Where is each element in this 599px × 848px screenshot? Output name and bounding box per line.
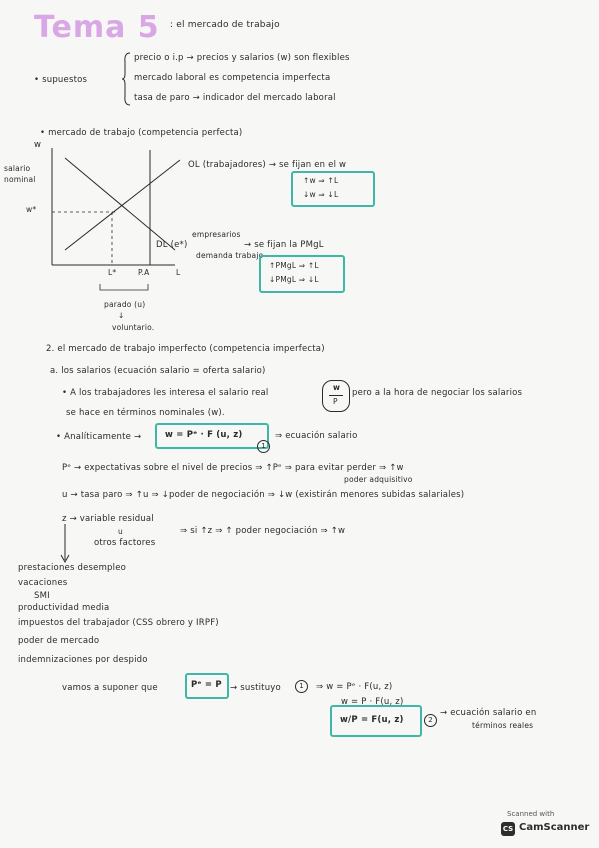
equation-box-2 <box>330 705 422 737</box>
fraction-num: w <box>333 383 341 392</box>
page-title: Tema 5 <box>34 10 160 45</box>
equation-1-label: ⇒ ecuación salario <box>275 431 358 441</box>
eq-number-badge: 2 <box>424 714 437 727</box>
eq-number-badge: 1 <box>295 680 308 693</box>
bullet-text: pero a la hora de negociar los salarios <box>352 388 523 398</box>
page-subtitle: : el mercado de trabajo <box>170 20 280 30</box>
w-star-label: w* <box>26 205 37 214</box>
equation-2: w/P = F(u, z) <box>340 715 404 725</box>
fraction-den: P <box>333 397 338 406</box>
parado-label: parado (u) <box>104 300 146 309</box>
l-star-label: L* <box>108 268 117 277</box>
badge-caption: Scanned with <box>507 810 555 818</box>
ol-box-line: ↑w ⇒ ↑L <box>303 176 339 185</box>
equation-box-1 <box>155 423 269 449</box>
dl-label: DL (e*) <box>156 240 188 250</box>
salarios-line: a. los salarios (ecuación salario = oferta salario) <box>50 366 266 376</box>
analiticamente-label: • Analíticamente → <box>56 432 142 442</box>
factor-item: indemnizaciones por despido <box>18 655 148 665</box>
ol-box <box>291 171 375 207</box>
factor-item: vacaciones <box>18 578 68 588</box>
supuesto-item: tasa de paro → indicador del mercado laboral <box>134 93 336 103</box>
eq-number-badge: 1 <box>257 440 270 453</box>
sustituyo-label: → sustituyo <box>230 683 281 693</box>
equation-1: w = Pᵉ · F (u, z) <box>165 430 243 440</box>
l-axis-label: L <box>176 268 181 277</box>
dl-arrow: → se fijan la PMgL <box>244 240 324 250</box>
bullet-text: se hace en términos nominales (w). <box>66 408 225 418</box>
dl-box <box>259 255 345 293</box>
pe-sub: poder adquisitivo <box>344 475 413 484</box>
camscanner-logo-icon: CS <box>501 822 515 836</box>
factor-item: impuestos del trabajador (CSS obrero y IRPF) <box>18 618 219 628</box>
axis-subtitle: salario nominal <box>4 164 36 184</box>
supuestos-label: • supuestos <box>34 75 88 85</box>
factor-item: poder de mercado <box>18 636 100 646</box>
arrow-down-icon: ↓ <box>118 311 125 320</box>
factor-item: SMI <box>34 591 50 601</box>
supuesto-item: mercado laboral es competencia imperfecta <box>134 73 331 83</box>
parado-bracket <box>98 282 158 302</box>
u-line: u → tasa paro ⇒ ↑u ⇒ ↓poder de negociación ⇒ ↓w (existirán menores subidas salariales) <box>62 490 465 500</box>
z-sub: u <box>118 527 123 536</box>
pe-line: Pᵉ → expectativas sobre el nivel de precios ⇒ ↑Pᵉ ⇒ para evitar perder ⇒ ↑w <box>62 463 404 473</box>
camscanner-badge <box>501 810 591 842</box>
factor-item: prestaciones desempleo <box>18 563 127 573</box>
section-2-heading: 2. el mercado de trabajo imperfecto (competencia imperfecta) <box>46 344 325 354</box>
axis-label-w: w <box>34 140 42 150</box>
badge-brand: CamScanner <box>519 822 590 833</box>
z-line: z → variable residual <box>62 514 154 524</box>
z-after: ⇒ si ↑z ⇒ ↑ poder negociación ⇒ ↑w <box>180 526 346 536</box>
z-sub-label: otros factores <box>94 538 156 548</box>
suponer-label: vamos a suponer que <box>62 683 158 693</box>
pa-label: P.A <box>138 268 150 277</box>
factor-item: productividad media <box>18 603 110 613</box>
dl-box-line: ↓PMgL ⇒ ↓L <box>269 275 319 284</box>
supuesto-item: precio o i.p → precios y salarios (w) son flexibles <box>134 53 350 63</box>
dl-sub: demanda trabajo <box>196 251 264 260</box>
equation-box-pe-p <box>185 673 229 699</box>
bullet-text: • A los trabajadores les interesa el salario real <box>62 388 269 398</box>
brace <box>122 52 132 106</box>
equation-b: w = P · F(u, z) <box>341 697 404 707</box>
dl-box-line: ↑PMgL ⇒ ↑L <box>269 261 319 270</box>
pe-equals-p: Pᵉ = P <box>191 680 222 690</box>
arrow-down-icon <box>60 524 70 564</box>
equation-a: ⇒ w = Pᵉ · F(u, z) <box>316 682 393 692</box>
voluntario-label: voluntario. <box>112 323 155 332</box>
section-1-heading: • mercado de trabajo (competencia perfecta) <box>40 128 243 138</box>
equation-2-label: → ecuación salario en <box>440 708 537 718</box>
labour-market-graph <box>10 140 190 280</box>
equation-2-label: términos reales <box>472 721 534 730</box>
fraction-w-p <box>322 380 350 412</box>
ol-label: OL (trabajadores) → se fijan en el w <box>188 160 347 170</box>
ol-box-line: ↓w ⇒ ↓L <box>303 190 339 199</box>
dl-sup: empresarios <box>192 230 241 239</box>
